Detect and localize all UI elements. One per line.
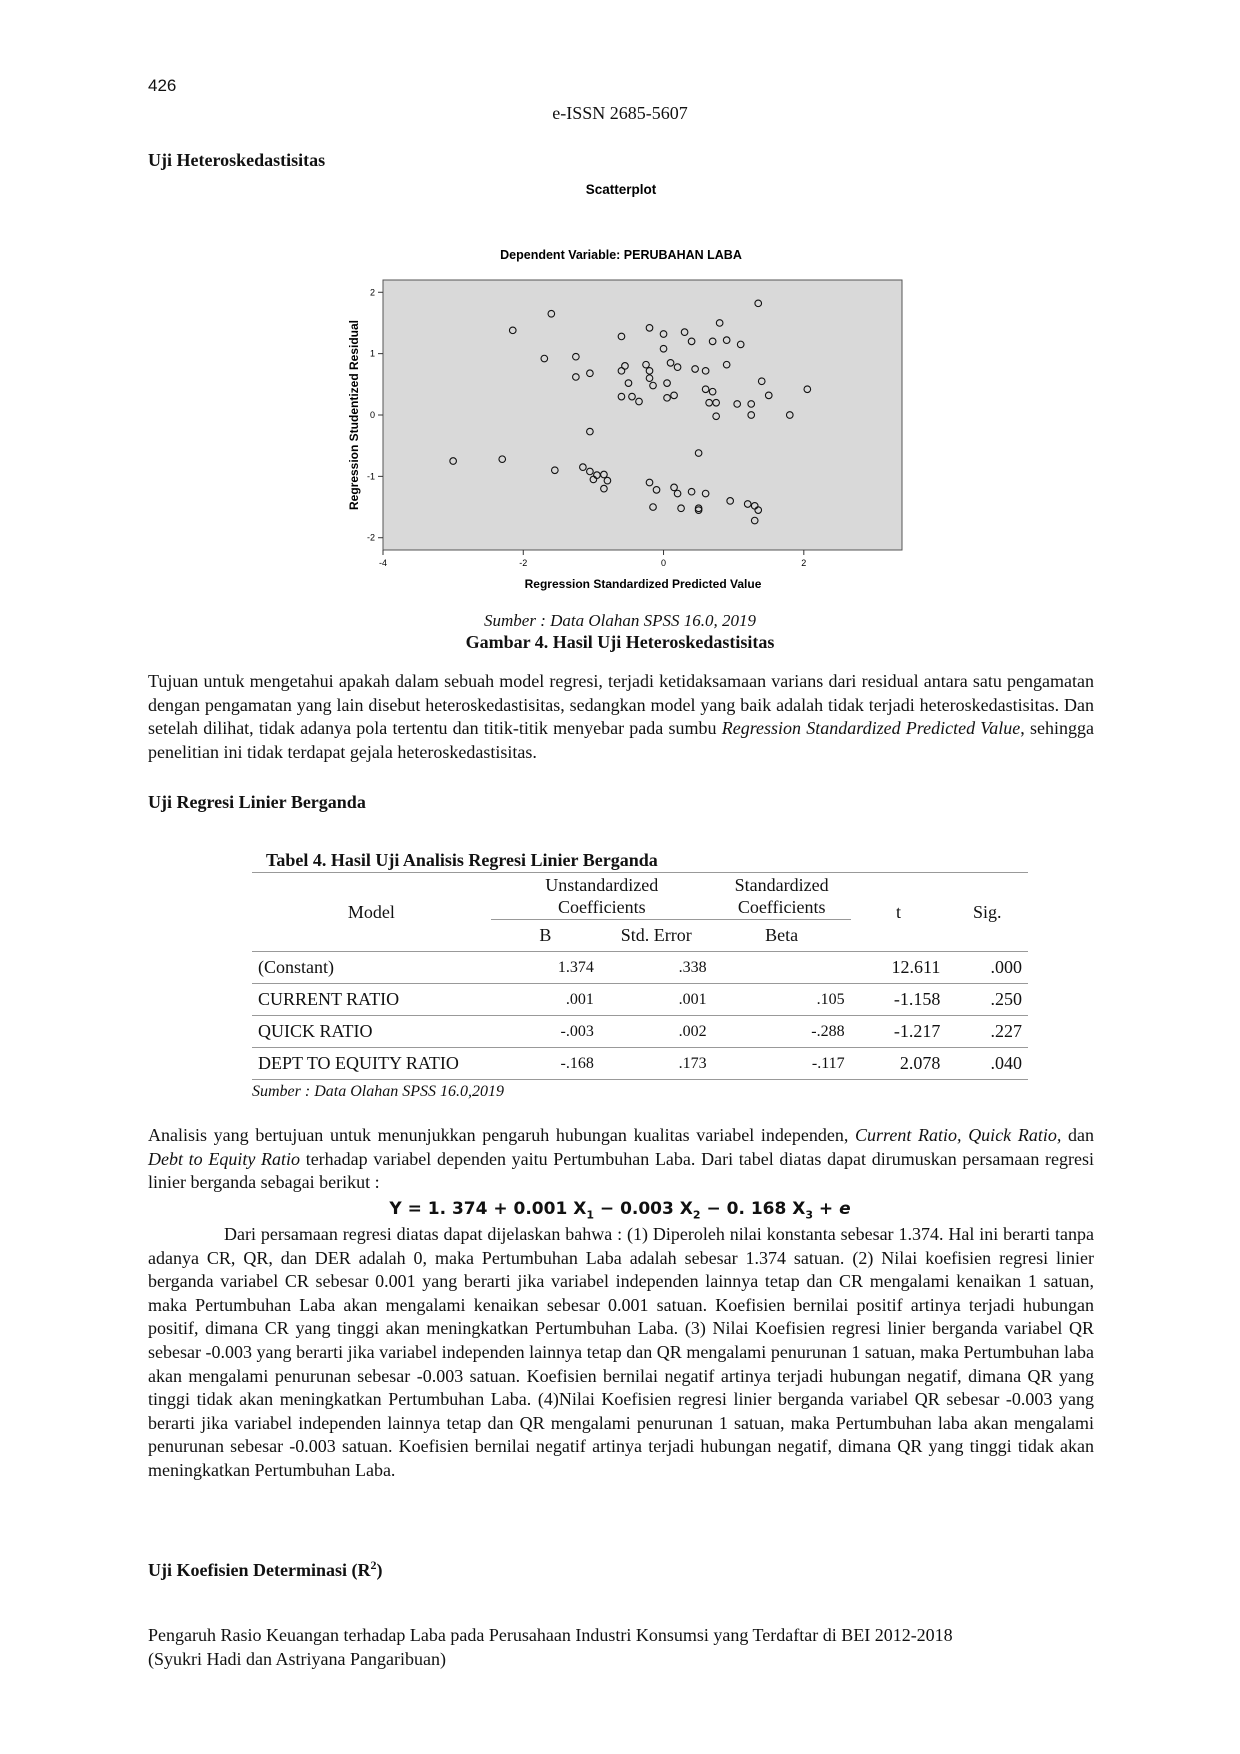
p3-text: Dari persamaan regresi diatas dapat dijelaskan bahwa : (1) Diperoleh nilai konstanta sebesar 1.374. Hal ini berarti tanpa adanya CR, QR, dan DER adalah 0, maka Pertumbuhan Laba adalah sebesar 1.374 satuan. (2) Nilai koefisien regresi linier berganda variabel CR sebesar 0.001 yang berarti jika variabel independen lainnya tetap dan CR mengalami kenaikan 1 satuan, maka Pertumbuhan Laba akan mengalami kenaikan sebesar 0.001 satuan. Koefisien bernilai positif artinya terjadi hubungan positif, dimana CR yang tinggi akan meningkatkan Pertumbuhan Laba. (3) Nilai Koefisien regresi linier berganda variabel QR sebesar -0.003 yang berarti jika variabel independen lainnya tetap dan QR mengalami penurunan 1 satuan, maka Pertumbuhan laba akan mengalami penurunan sebesar -0.003 satuan. Koefisien bernilai negatif artinya terjadi hubungan negatif, dimana QR yang tinggi tidak akan meningkatkan Pertumbuhan Laba. (4)Nilai Koefisien regresi linier berganda variabel QR sebesar -0.003 yang berarti jika variabel independen lainnya tetap dan QR mengalami penurunan 1 satuan, maka Pertumbuhan laba akan mengalami penurunan sebesar -0.003 satuan. Koefisien bernilai negatif artinya terjadi hubungan negatif, dimana QR yang tinggi tidak akan meningkatkan Pertumbuhan Laba. bbox=[148, 1224, 1094, 1480]
p2-text-b: dan bbox=[1061, 1125, 1095, 1145]
cell-b: -.168 bbox=[491, 1048, 600, 1080]
th-beta: Beta bbox=[765, 925, 799, 945]
chart-subtitle: Dependent Variable: PERUBAHAN LABA bbox=[500, 248, 742, 262]
plot-area bbox=[383, 280, 902, 550]
p2-text-a: Analisis yang bertujuan untuk menunjukkan pengaruh hubungan kualitas variabel independen, bbox=[148, 1125, 856, 1145]
footer-title: Pengaruh Rasio Keuangan terhadap Laba pada Perusahaan Industri Konsumsi yang Terdaftar di BEI 2012-2018 bbox=[148, 1625, 953, 1645]
cell-beta: .105 bbox=[713, 984, 851, 1016]
y-tick-label: -1 bbox=[366, 471, 375, 482]
th-std-line2: Coefficients bbox=[737, 897, 826, 917]
figure-title: Gambar 4. Hasil Uji Heteroskedastisitas bbox=[465, 632, 775, 652]
eq-part: + e bbox=[813, 1199, 851, 1219]
issn: e-ISSN 2685-5607 bbox=[552, 103, 688, 123]
table-title: Tabel 4. Hasil Uji Analisis Regresi Linier Berganda bbox=[266, 850, 658, 870]
figure-source: Sumber : Data Olahan SPSS 16.0, 2019 bbox=[484, 611, 756, 630]
th-unstd-line1: Unstandardized bbox=[545, 875, 659, 895]
page-number: 426 bbox=[148, 76, 177, 95]
table-row bbox=[252, 952, 1028, 984]
p2-text-c: terhadap variabel dependen yaitu Pertumbuhan Laba. Dari tabel diatas dapat dirumuskan persamaan regresi linier berganda sebagai berikut : bbox=[148, 1148, 1094, 1193]
y-axis-label: Regression Studentized Residual bbox=[347, 319, 361, 511]
cell-model: (Constant) bbox=[252, 952, 491, 984]
regression-equation bbox=[0, 1199, 1240, 1221]
table-source: Sumber : Data Olahan SPSS 16.0,2019 bbox=[252, 1083, 504, 1100]
chart-title: Scatterplot bbox=[585, 182, 657, 197]
th-unstandardized bbox=[491, 873, 713, 920]
cell-model: DEPT TO EQUITY RATIO bbox=[252, 1048, 491, 1080]
eq-part: − 0. 168 X bbox=[700, 1199, 806, 1219]
th-std-error: Std. Error bbox=[620, 925, 692, 945]
cell-t: 12.611 bbox=[851, 952, 947, 984]
page-footer bbox=[148, 1624, 1108, 1671]
footer-authors: (Syukri Hadi dan Astriyana Pangaribuan) bbox=[148, 1648, 446, 1669]
cell-t: -1.158 bbox=[851, 984, 947, 1016]
x-tick-label: -2 bbox=[519, 558, 528, 568]
x-tick-label: 0 bbox=[661, 558, 667, 568]
x-axis-label: Regression Standardized Predicted Value bbox=[524, 577, 762, 591]
paragraph-analisis bbox=[148, 1124, 1094, 1195]
th-unstd-line2: Coefficients bbox=[557, 897, 646, 917]
th-model: Model bbox=[252, 873, 491, 952]
cell-sig: .227 bbox=[946, 1016, 1028, 1048]
cell-model: QUICK RATIO bbox=[252, 1016, 491, 1048]
cell-sig: .000 bbox=[946, 952, 1028, 984]
p2-italic-a: Current Ratio, Quick Ratio, bbox=[855, 1125, 1062, 1145]
paragraph-penjelasan bbox=[148, 1223, 1094, 1483]
cell-sig: .040 bbox=[946, 1048, 1028, 1080]
y-tick-label: 1 bbox=[369, 348, 375, 359]
heading-r2 bbox=[148, 1558, 382, 1581]
cell-beta bbox=[713, 952, 851, 984]
regression-table bbox=[252, 872, 1028, 1080]
eq-part: − 0.003 X bbox=[593, 1199, 693, 1219]
th-std-line1: Standardized bbox=[734, 875, 829, 895]
th-standardized bbox=[713, 873, 851, 920]
heading-r2-text: Uji Koefisien Determinasi (R bbox=[148, 1560, 371, 1580]
eq-part: Y = 1. 374 + 0.001 X bbox=[389, 1199, 587, 1219]
cell-model: CURRENT RATIO bbox=[252, 984, 491, 1016]
p1-italic: Regression Standardized Predicted Value bbox=[721, 718, 1021, 739]
th-t: t bbox=[851, 873, 947, 952]
cell-se: .173 bbox=[600, 1048, 713, 1080]
heading-r2-sup: 2 bbox=[370, 1558, 377, 1572]
th-sig: Sig. bbox=[946, 873, 1028, 952]
eq-sub: 3 bbox=[805, 1208, 813, 1222]
p2-italic-b: Debt to Equity Ratio bbox=[148, 1148, 301, 1169]
eq-sub: 2 bbox=[692, 1208, 701, 1222]
cell-t: -1.217 bbox=[851, 1016, 947, 1048]
p1-text-b: , sehingga penelitian ini tidak terdapat gejala heteroskedastisitas. bbox=[148, 718, 1094, 762]
paragraph-heteroskedastisitas bbox=[148, 670, 1094, 764]
cell-b: -.003 bbox=[491, 1016, 600, 1048]
cell-se: .338 bbox=[600, 952, 713, 984]
y-tick-label: -2 bbox=[366, 532, 375, 543]
p1-text-a: Tujuan untuk mengetahui apakah dalam sebuah model regresi, terjadi ketidaksamaan varians dari residual antara satu pengamatan dengan pengamatan yang lain disebut heteroskedastisitas, sedangkan model yang baik adalah tidak terjadi heteroskedastisitas. Dan setelah dilihat, tidak adanya pola tertentu dan titik-titik menyebar pada sumbu bbox=[148, 671, 1094, 739]
th-b: B bbox=[539, 925, 552, 945]
scatterplot-figure bbox=[338, 180, 914, 600]
y-tick-label: 0 bbox=[369, 410, 375, 420]
cell-t: 2.078 bbox=[851, 1048, 947, 1080]
cell-b: .001 bbox=[491, 984, 600, 1016]
table-row bbox=[252, 984, 1028, 1016]
heading-r2-close: ) bbox=[376, 1560, 383, 1580]
eq-sub: 1 bbox=[586, 1208, 594, 1222]
cell-b: 1.374 bbox=[491, 952, 600, 984]
cell-beta: -.117 bbox=[713, 1048, 851, 1080]
table-row bbox=[252, 1048, 1028, 1080]
scatterplot-chart bbox=[338, 180, 914, 600]
table-row bbox=[252, 1016, 1028, 1048]
cell-se: .001 bbox=[600, 984, 713, 1016]
heading-regresi: Uji Regresi Linier Berganda bbox=[148, 792, 366, 812]
y-tick-label: 2 bbox=[369, 287, 375, 298]
cell-sig: .250 bbox=[946, 984, 1028, 1016]
cell-beta: -.288 bbox=[713, 1016, 851, 1048]
x-tick-label: 2 bbox=[801, 558, 807, 568]
x-tick-label: -4 bbox=[378, 558, 388, 568]
heading-heteroskedastisitas: Uji Heteroskedastisitas bbox=[148, 150, 326, 170]
cell-se: .002 bbox=[600, 1016, 713, 1048]
